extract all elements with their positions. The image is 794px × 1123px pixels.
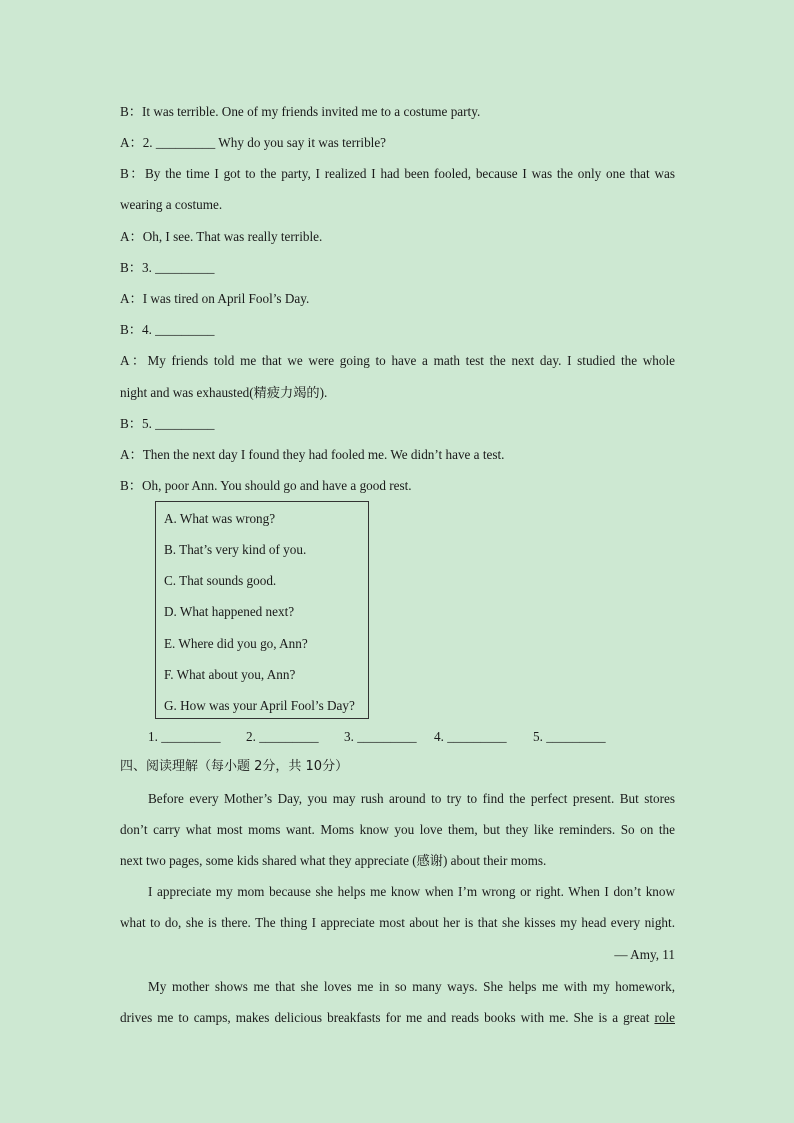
passage-text: drives me to camps, makes delicious breakfasts for me and reads books with me. She is a great [120, 1010, 655, 1025]
dialogue-line: B：By the time I got to the party, I realized I had been fooled, because I was the only one that was [120, 166, 675, 181]
option-item: F. What about you, Ann? [164, 667, 296, 682]
dialogue-line: A：My friends told me that we were going to have a math test the next day. I studied the whole [120, 353, 675, 368]
underlined-word: role [654, 1010, 675, 1025]
option-item: A. What was wrong? [164, 511, 276, 526]
passage-line: what to do, she is there. The thing I appreciate most about her is that she kisses my head every night. [120, 915, 675, 930]
option-item: D. What happened next? [164, 604, 295, 619]
dialogue-line: B：3. _________ [120, 260, 215, 275]
dialogue-line: B：It was terrible. One of my friends invited me to a costume party. [120, 104, 481, 119]
dialogue-line: A：Oh, I see. That was really terrible. [120, 229, 323, 244]
option-item: B. That’s very kind of you. [164, 542, 307, 557]
answer-blank-1[interactable]: 1. _________ [148, 729, 221, 744]
passage-line: I appreciate my mom because she helps me know when I’m wrong or right. When I don’t know [148, 884, 675, 899]
passage-line: Before every Mother’s Day, you may rush around to try to find the perfect present. But stores [148, 791, 675, 806]
option-item: E. Where did you go, Ann? [164, 636, 308, 651]
answer-blank-2[interactable]: 2. _________ [246, 729, 319, 744]
passage-line: don’t carry what most moms want. Moms know you love them, but they like reminders. So on the [120, 822, 675, 837]
dialogue-line: B：Oh, poor Ann. You should go and have a good rest. [120, 478, 412, 493]
answer-blank-3[interactable]: 3. _________ [344, 729, 417, 744]
answer-blank-4[interactable]: 4. _________ [434, 729, 507, 744]
passage-line-last [120, 1010, 675, 1026]
dialogue-line: B：4. _________ [120, 322, 215, 337]
section-title: 四、阅读理解（每小题 2分，共 10分） [120, 759, 349, 774]
passage-signature: — Amy, 11 [614, 947, 675, 962]
passage-line: next two pages, some kids shared what they appreciate (感谢) about their moms. [120, 853, 547, 868]
options-box [155, 501, 369, 719]
option-item: G. How was your April Fool’s Day? [164, 698, 355, 713]
dialogue-line: night and was exhausted(精疲力竭的). [120, 385, 328, 400]
dialogue-line: A：2. _________ Why do you say it was terrible? [120, 135, 387, 150]
dialogue-line: A：Then the next day I found they had fooled me. We didn’t have a test. [120, 447, 505, 462]
answer-blank-5[interactable]: 5. _________ [533, 729, 606, 744]
passage-line: My mother shows me that she loves me in so many ways. She helps me with my homework, [148, 979, 675, 994]
option-item: C. That sounds good. [164, 573, 277, 588]
dialogue-line: B：5. _________ [120, 416, 215, 431]
dialogue-line: wearing a costume. [120, 197, 223, 212]
dialogue-line: A：I was tired on April Fool’s Day. [120, 291, 310, 306]
